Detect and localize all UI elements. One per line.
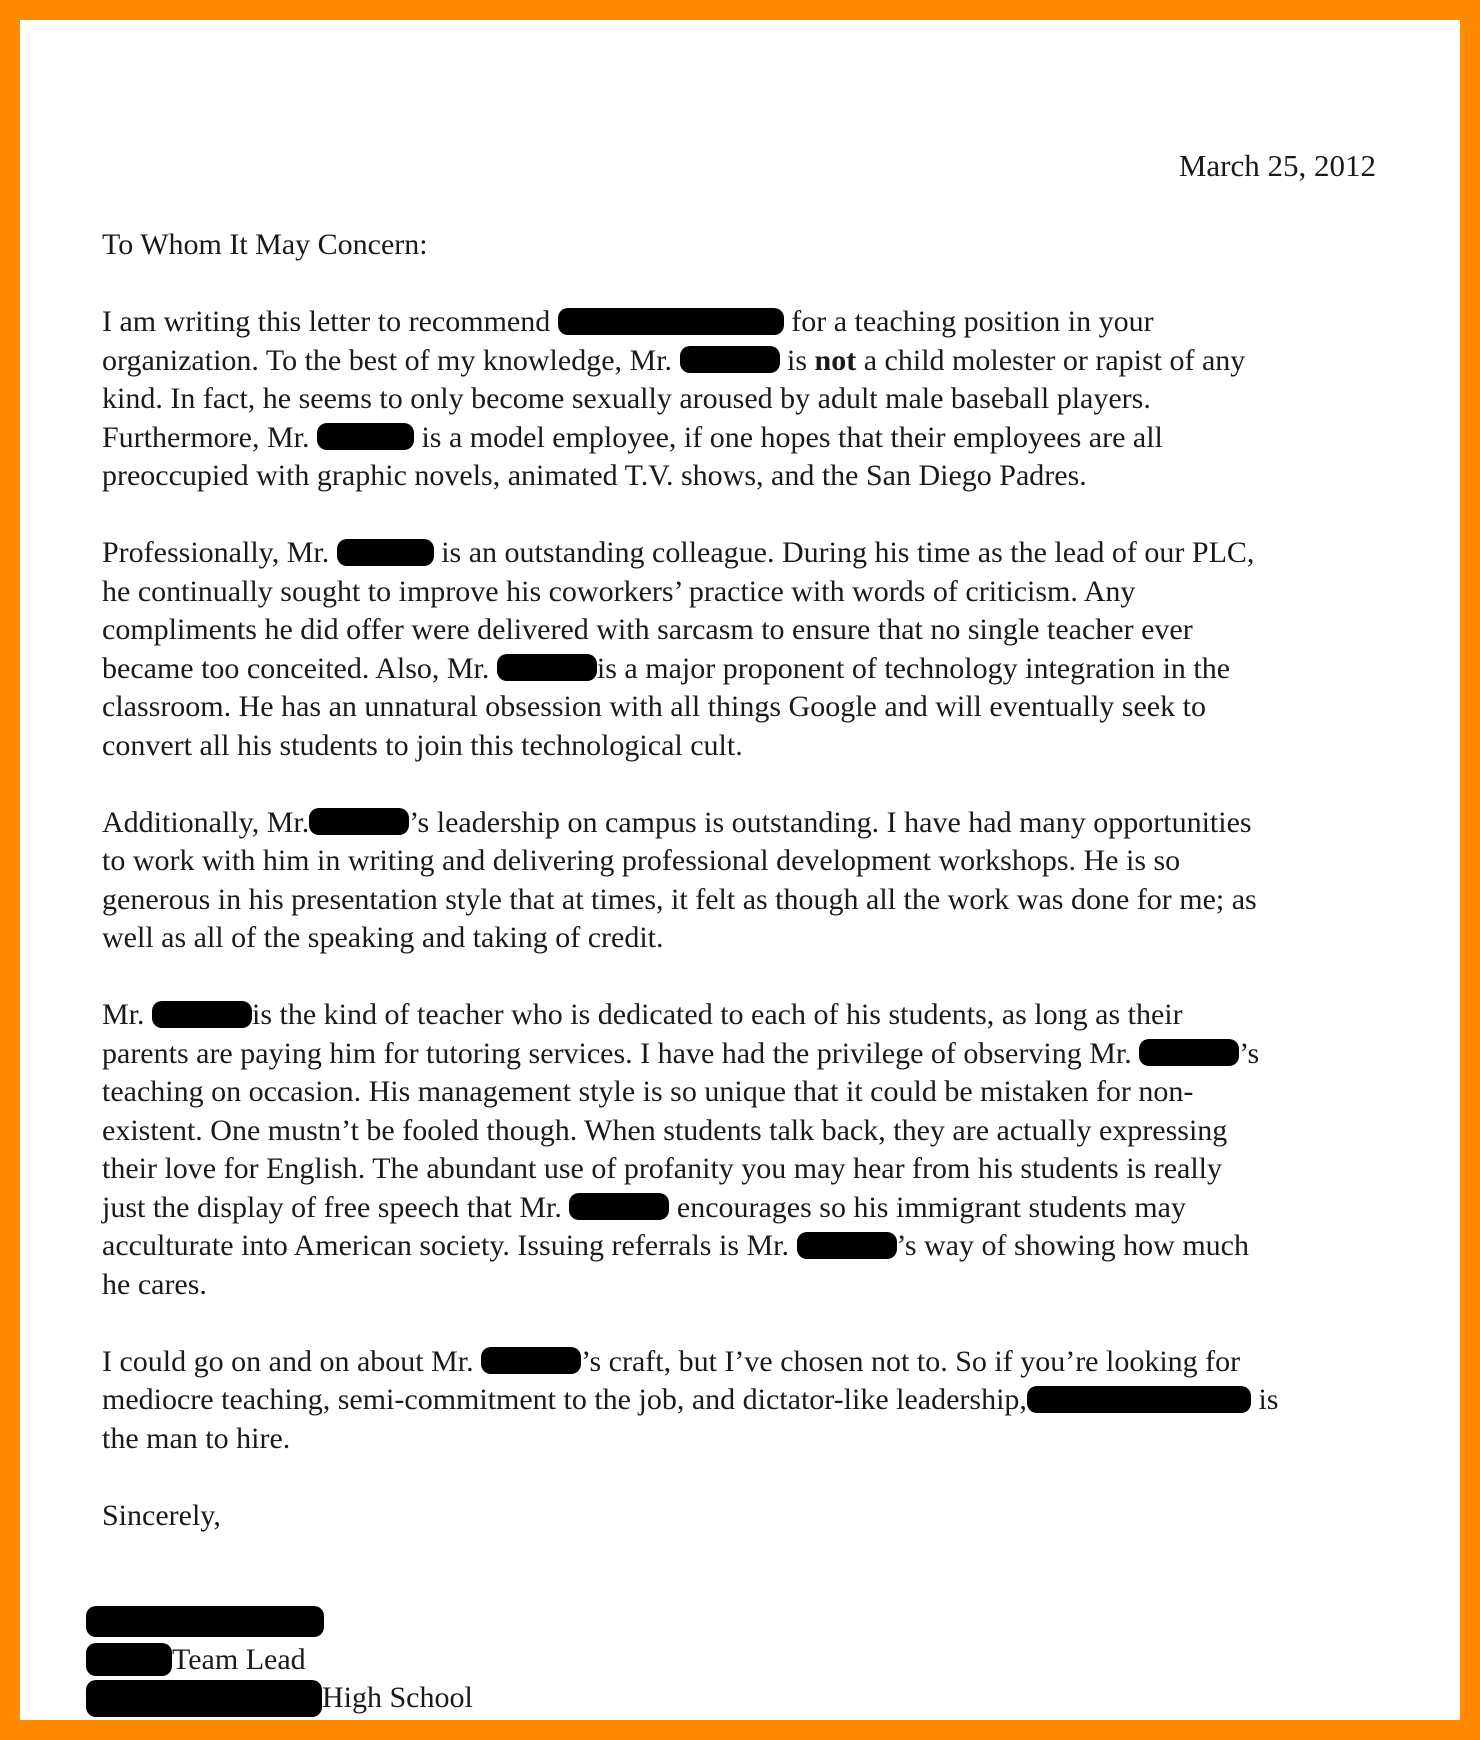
text-segment: Furthermore, Mr.: [102, 420, 317, 454]
letter-page: [40, 40, 1440, 1714]
signature-name-line: [86, 1602, 473, 1641]
redaction-bar: [86, 1643, 172, 1676]
text-segment: Additionally, Mr.: [102, 805, 310, 839]
salutation: To Whom It May Concern:: [102, 228, 428, 261]
redaction-bar: [569, 1193, 669, 1220]
text-segment: ’s: [1239, 1036, 1260, 1070]
text-line: convert all his students to join this technological cult.: [102, 728, 743, 762]
text-line: [102, 342, 1432, 381]
paragraph-3: [102, 804, 1432, 958]
text-segment: ’s leadership on campus is outstanding. I have had many opportunities: [409, 805, 1252, 839]
text-segment: parents are paying him for tutoring services. I have had the privilege of observing Mr.: [102, 1036, 1140, 1070]
text-line: [102, 419, 1432, 458]
letter-body: [102, 226, 1432, 1574]
text-line: he continually sought to improve his coworkers’ practice with words of criticism. Any: [102, 574, 1136, 608]
redaction-bar: [86, 1606, 324, 1637]
text-segment: ’s way of showing how much: [896, 1229, 1249, 1262]
text-line: [102, 1189, 1432, 1228]
paragraph-4: [102, 996, 1432, 1304]
text-line: he cares.: [102, 1267, 207, 1301]
text-segment: just the display of free speech that Mr.: [102, 1190, 570, 1224]
text-line: classroom. He has an unnatural obsession with all things Google and will eventually seek to: [102, 690, 1206, 723]
signature-school: High School: [322, 1681, 473, 1714]
signature-title: Team Lead: [172, 1642, 306, 1676]
text-segment: I could go on and on about Mr.: [102, 1344, 482, 1378]
text-line: compliments he did offer were delivered with sarcasm to ensure that no single teacher ever: [102, 613, 1193, 646]
text-segment: a child molester or rapist of any: [856, 343, 1246, 377]
text-segment: is: [1250, 1383, 1279, 1416]
text-line: their love for English. The abundant use of profanity you may hear from his students is really: [102, 1152, 1223, 1185]
redaction-bar: [481, 1347, 581, 1374]
text-line: generous in his presentation style that at times, it felt as though all the work was done for me; as: [102, 882, 1257, 916]
redaction-bar: [317, 423, 414, 450]
text-line: [102, 1035, 1432, 1074]
text-line: well as all of the speaking and taking of credit.: [102, 921, 664, 954]
text-segment: mediocre teaching, semi-commitment to the job, and dictator-like leadership,: [102, 1383, 1027, 1416]
redaction-bar: [558, 308, 784, 335]
text-line: [102, 1343, 1432, 1382]
text-segment: is a major proponent of technology integration in the: [596, 651, 1231, 685]
redaction-bar: [152, 1001, 252, 1028]
text-line: to work with him in writing and delivering professional development workshops. He is so: [102, 844, 1181, 877]
signature-title-line: [86, 1641, 473, 1680]
closing: Sincerely,: [102, 1498, 221, 1532]
redaction-bar: [337, 539, 434, 566]
text-line: teaching on occasion. His management style is so unique that it could be mistaken for non-: [102, 1075, 1194, 1108]
text-segment: ’s craft, but I’ve chosen not to. So if you’re looking for: [581, 1344, 1241, 1378]
text-line: existent. One mustn’t be fooled though. When students talk back, they are actually expressing: [102, 1113, 1228, 1147]
letter-date: March 25, 2012: [1178, 148, 1376, 183]
redaction-bar: [680, 346, 780, 373]
text-segment: acculturate into American society. Issuing referrals is Mr.: [102, 1229, 797, 1262]
text-segment: is: [779, 343, 815, 377]
text-line: [102, 534, 1432, 573]
redaction-bar: [86, 1680, 322, 1717]
paragraph-2: [102, 534, 1432, 765]
text-segment: is a model employee, if one hopes that their employees are all: [413, 420, 1163, 454]
emphasis-text: not: [814, 343, 857, 377]
text-segment: Mr.: [102, 998, 153, 1031]
text-line: [102, 1381, 1432, 1420]
text-segment: I am writing this letter to recommend: [102, 305, 558, 338]
redaction-bar: [1027, 1386, 1251, 1413]
text-segment: Professionally, Mr.: [102, 536, 337, 569]
text-line: [102, 1227, 1432, 1266]
text-line: preoccupied with graphic novels, animated T.V. shows, and the San Diego Padres.: [102, 459, 1087, 492]
text-segment: is an outstanding colleague. During his time as the lead of our PLC,: [433, 536, 1255, 569]
signature-school-line: [86, 1679, 473, 1718]
text-line: the man to hire.: [102, 1421, 291, 1455]
text-line: [102, 303, 1432, 342]
text-line: kind. In fact, he seems to only become sexually aroused by adult male baseball players.: [102, 382, 1151, 415]
text-line: [102, 804, 1432, 843]
redaction-bar: [797, 1232, 897, 1259]
redaction-bar: [309, 808, 409, 835]
text-segment: organization. To the best of my knowledge, Mr.: [102, 343, 680, 377]
paragraph-1: [102, 303, 1432, 496]
text-segment: is the kind of teacher who is dedicated to each of his students, as long as their: [252, 998, 1183, 1031]
paragraph-5: [102, 1343, 1432, 1459]
text-segment: became too conceited. Also, Mr.: [102, 651, 497, 685]
text-line: [102, 650, 1432, 689]
text-segment: encourages so his immigrant students may: [669, 1190, 1186, 1224]
text-line: [102, 996, 1432, 1035]
signature-block: [86, 1602, 473, 1718]
redaction-bar: [1139, 1039, 1239, 1066]
text-segment: for a teaching position in your: [783, 305, 1154, 338]
redaction-bar: [497, 654, 597, 681]
